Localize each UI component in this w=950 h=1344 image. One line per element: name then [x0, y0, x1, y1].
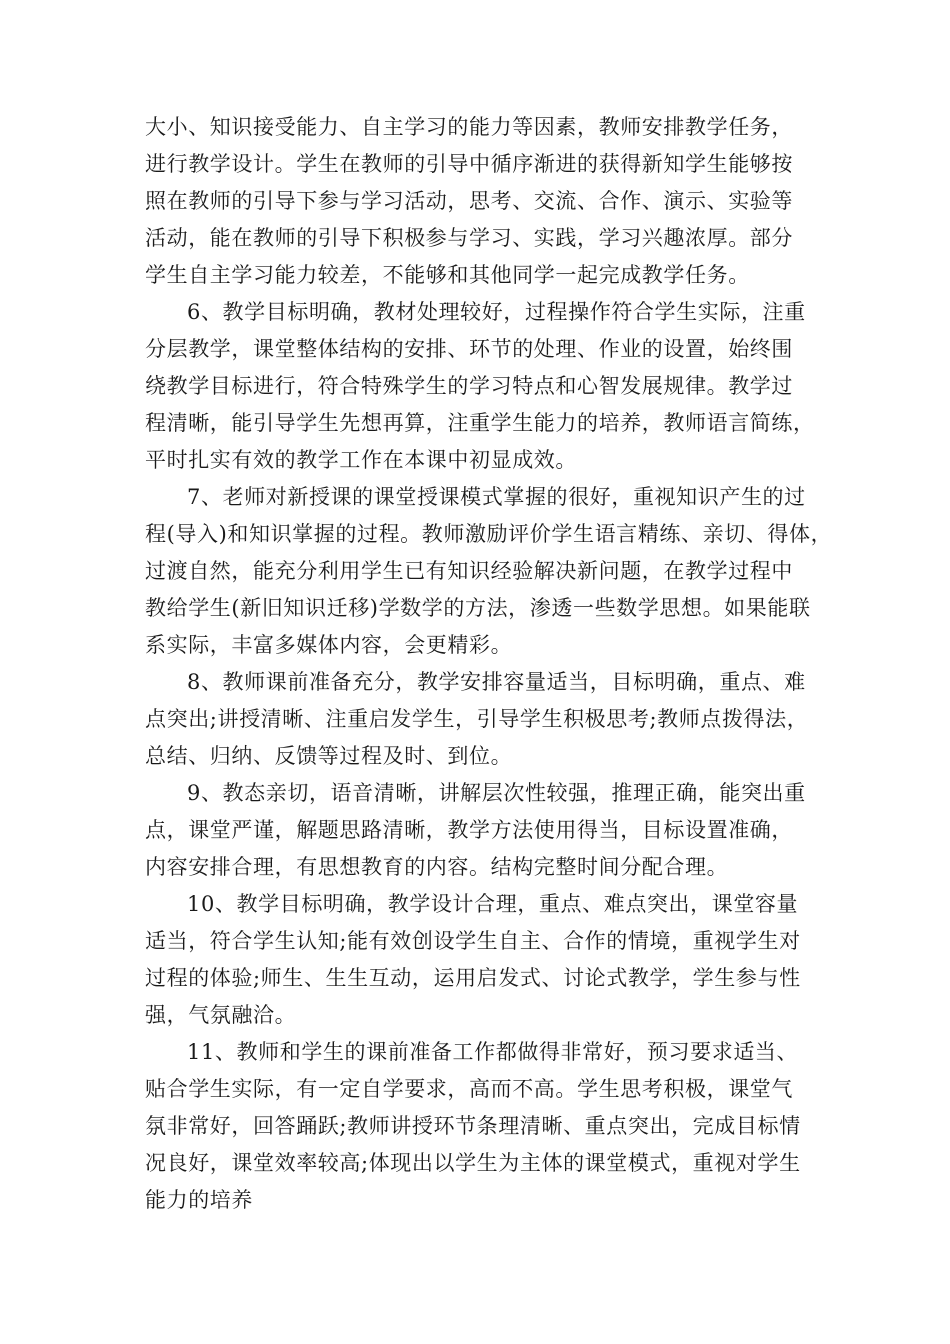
text-line: 平时扎实有效的教学工作在本课中初显成效。	[145, 448, 577, 472]
text-line: 程(导入)和知识掌握的过程。教师激励评价学生语言精练、亲切、得体，	[145, 522, 833, 546]
paragraph-7-first-line: 7、老师对新授课的课堂授课模式掌握的很好，重视知识产生的过	[187, 485, 806, 509]
text-line: 照在教师的引导下参与学习活动，思考、交流、合作、演示、实验等	[145, 189, 793, 213]
paragraph-9-first-line: 9、教态亲切，语音清晰，讲解层次性较强，推理正确，能突出重	[187, 781, 806, 805]
paragraph-10-first-line: 10、教学目标明确，教学设计合理，重点、难点突出，课堂容量	[187, 892, 799, 916]
text-line: 氛非常好，回答踊跃;教师讲授环节条理清晰、重点突出，完成目标情	[145, 1114, 801, 1138]
text-line: 点突出;讲授清晰、注重启发学生，引导学生积极思考;教师点拨得法，	[145, 707, 809, 731]
text-line: 进行教学设计。学生在教师的引导中循序渐进的获得新知学生能够按	[145, 152, 793, 176]
text-line: 贴合学生实际，有一定自学要求，高而不高。学生思考积极，课堂气	[145, 1077, 793, 1101]
text-line: 况良好，课堂效率较高;体现出以学生为主体的课堂模式，重视对学生	[145, 1151, 801, 1175]
text-line: 适当，符合学生认知;能有效创设学生自主、合作的情境，重视学生对	[145, 929, 801, 953]
paragraph-6-first-line: 6、教学目标明确，教材处理较好，过程操作符合学生实际，注重	[187, 300, 806, 324]
text-line: 强，气氛融洽。	[145, 1003, 297, 1027]
paragraph-11-first-line: 11、教师和学生的课前准备工作都做得非常好，预习要求适当、	[187, 1040, 799, 1064]
text-line: 程清晰，能引导学生先想再算，注重学生能力的培养，教师语言简练，	[145, 411, 815, 435]
paragraph-8-first-line: 8、教师课前准备充分，教学安排容量适当，目标明确，重点、难	[187, 670, 806, 694]
text-line: 点，课堂严谨，解题思路清晰，教学方法使用得当，目标设置准确，	[145, 818, 793, 842]
text-line: 系实际，丰富多媒体内容，会更精彩。	[145, 633, 513, 657]
text-line: 总结、归纳、反馈等过程及时、到位。	[145, 744, 513, 768]
text-line: 内容安排合理，有思想教育的内容。结构完整时间分配合理。	[145, 855, 729, 879]
text-line: 过渡自然，能充分利用学生已有知识经验解决新问题，在教学过程中	[145, 559, 793, 583]
text-line: 分层教学，课堂整体结构的安排、环节的处理、作业的设置，始终围	[145, 337, 793, 361]
text-line: 活动，能在教师的引导下积极参与学习、实践，学习兴趣浓厚。部分	[145, 226, 793, 250]
text-line: 过程的体验;师生、生生互动，运用启发式、讨论式教学，学生参与性	[145, 966, 801, 990]
text-line: 大小、知识接受能力、自主学习的能力等因素，教师安排教学任务，	[145, 115, 793, 139]
text-line: 能力的培养	[145, 1188, 253, 1212]
text-line: 教给学生(新旧知识迁移)学数学的方法，渗透一些数学思想。如果能联	[145, 596, 811, 620]
text-line: 学生自主学习能力较差，不能够和其他同学一起完成教学任务。	[145, 263, 750, 287]
text-line: 绕教学目标进行，符合特殊学生的学习特点和心智发展规律。教学过	[145, 374, 793, 398]
